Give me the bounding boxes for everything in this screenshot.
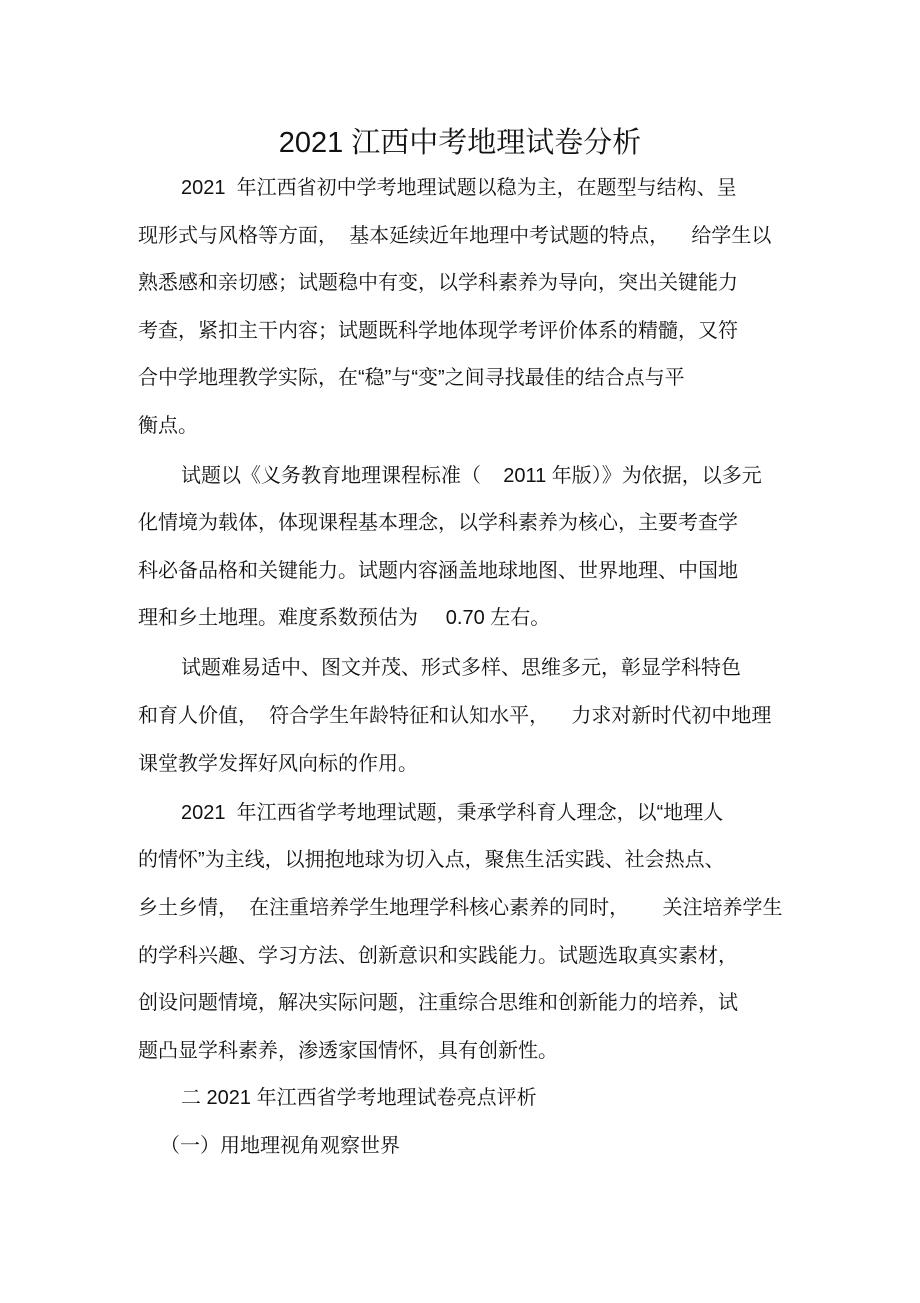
document-title: 2021 江西中考地理试卷分析 <box>278 127 642 159</box>
text-line: 现形式与风格等方面， 基本延续近年地理中考试题的特点， 给学生以 <box>138 225 772 247</box>
text-line: 2021 年江西省学考地理试题，秉承学科育人理念，以“地理人 <box>181 802 724 824</box>
text-line: 的情怀”为主线，以拥抱地球为切入点，聚焦生活实践、社会热点、 <box>138 849 725 871</box>
text-line: 课堂教学发挥好风向标的作用。 <box>138 753 418 775</box>
text-line: 化情境为载体，体现课程基本理念，以学科素养为核心，主要考查学 <box>138 512 738 534</box>
text-line: 的学科兴趣、学习方法、创新意识和实践能力。试题选取真实素材， <box>138 945 738 967</box>
text-line: 创设问题情境，解决实际问题，注重综合思维和创新能力的培养，试 <box>138 992 738 1014</box>
text-line: 题凸显学科素养，渗透家国情怀，具有创新性。 <box>138 1040 558 1062</box>
text-line: 合中学地理教学实际，在“稳”与“变”之间寻找最佳的结合点与平 <box>138 367 685 389</box>
subsection-heading: （一）用地理视角观察世界 <box>160 1135 400 1157</box>
text-line: 科必备品格和关键能力。试题内容涵盖地球地图、世界地理、中国地 <box>138 560 738 582</box>
text-line: 理和乡土地理。难度系数预估为 0.70 左右。 <box>138 607 551 629</box>
text-line: 2021 年江西省初中学考地理试题以稳为主，在题型与结构、呈 <box>181 177 737 199</box>
text-line: 衡点。 <box>138 415 198 437</box>
text-line: 和育人价值， 符合学生年龄特征和认知水平， 力求对新时代初中地理 <box>138 705 772 727</box>
text-line: 熟悉感和亲切感；试题稳中有变，以学科素养为导向，突出关键能力 <box>138 272 738 294</box>
text-line: 考查，紧扣主干内容；试题既科学地体现学考评价体系的精髓，又符 <box>138 320 738 342</box>
text-line: 试题以《义务教育地理课程标准（ 2011 年版）》为依据，以多元 <box>181 465 762 487</box>
text-line: 乡土乡情， 在注重培养学生地理学科核心素养的同时， 关注培养学生 <box>138 897 783 919</box>
text-line: 试题难易适中、图文并茂、形式多样、思维多元，彰显学科特色 <box>181 657 741 679</box>
section-heading: 二 2021 年江西省学考地理试卷亮点评析 <box>181 1087 537 1109</box>
